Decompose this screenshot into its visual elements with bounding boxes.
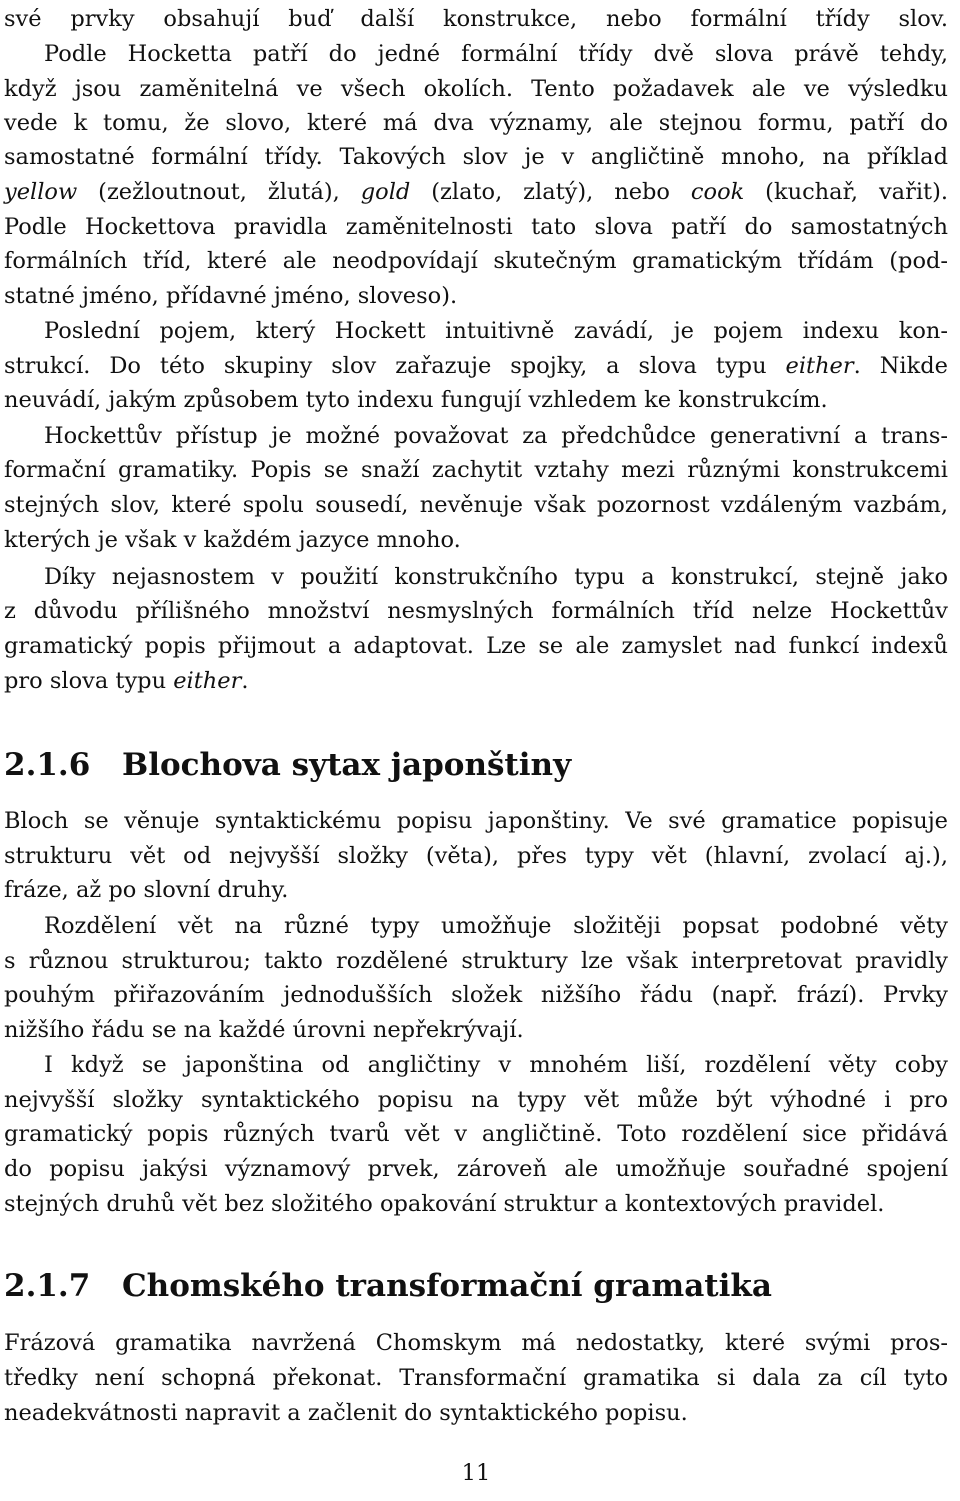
text-line: formační gramatiky. Popis se snaží zachytit vztahy mezi různými konstrukcemi	[4, 457, 948, 483]
text-line: neuvádí, jakým způsobem tyto indexu fungují vzhledem ke konstrukcím.	[4, 387, 828, 413]
text-line: s různou strukturou; takto rozdělené struktury lze však interpretovat pravidly	[4, 948, 948, 974]
text-line: tředky není schopná překonat. Transformační gramatika si dala za cíl tyto	[4, 1365, 948, 1391]
text-line	[4, 175, 948, 210]
text-span: (zežloutnout, žlutá),	[77, 179, 361, 205]
text-line: Hockettův přístup je možné považovat za předchůdce generativní a trans-	[44, 423, 948, 449]
text-line: stejných slov, které spolu sousedí, nevěnuje však pozornost vzdáleným vazbám,	[4, 492, 948, 518]
section-title: Chomského transformační gramatika	[122, 1268, 772, 1304]
text-line	[4, 349, 948, 384]
text-line: do popisu jakýsi významový prvek, zároveň ale umožňuje souřadné spojení	[4, 1156, 948, 1182]
text-line: stejných druhů vět bez složitého opakování struktur a kontextových pravidel.	[4, 1191, 885, 1217]
text-line: gramatický popis různých tvarů vět v angličtině. Toto rozdělení sice přidává	[4, 1121, 948, 1147]
text-line	[4, 664, 249, 699]
section-heading	[4, 743, 571, 787]
text-line: nejvyšší složky syntaktického popisu na typy vět může být výhodné i pro	[4, 1087, 948, 1113]
text-span: . Nikde	[853, 353, 948, 379]
section-title: Blochova sytax japonštiny	[122, 747, 572, 783]
text-line: formálních tříd, které ale neodpovídají skutečným gramatickým třídám (pod-	[4, 248, 948, 274]
text-line: Poslední pojem, který Hockett intuitivně zavádí, je pojem indexu kon-	[44, 318, 948, 344]
text-line: strukturu vět od nejvyšší složky (věta), přes typy vět (hlavní, zvolací aj.),	[4, 843, 948, 869]
text-line: Díky nejasnostem v použití konstrukčního typu a konstrukcí, stejně jako	[44, 564, 948, 590]
text-line: statné jméno, přídavné jméno, sloveso).	[4, 283, 458, 309]
text-line: Rozdělení vět na různé typy umožňuje složitěji popsat podobné věty	[44, 913, 948, 939]
section-number: 2.1.6	[4, 747, 91, 783]
example-word-either: either	[785, 353, 854, 379]
text-line: kterých je však v každém jazyce mnoho.	[4, 527, 461, 553]
example-word-gold: gold	[360, 179, 411, 205]
text-line: Frázová gramatika navržená Chomskym má nedostatky, které svými pros-	[4, 1330, 948, 1356]
text-line: z důvodu přílišného množství nesmyslných formálních tříd nelze Hockettův	[4, 598, 948, 624]
text-line: Podle Hockettova pravidla zaměnitelnosti tato slova patří do samostatných	[4, 214, 948, 240]
text-line: samostatné formální třídy. Takových slov je v angličtině mnoho, na příklad	[4, 144, 948, 170]
section-heading	[4, 1264, 772, 1308]
text-line: nižšího řádu se na každé úrovni nepřekrývají.	[4, 1017, 524, 1043]
text-span: pro slova typu	[4, 668, 174, 694]
text-span: .	[241, 668, 249, 694]
example-word-either: either	[173, 668, 242, 694]
text-line: pouhým přiřazováním jednodušších složek nižšího řádu (např. frází). Prvky	[4, 982, 948, 1008]
text-span: strukcí. Do této skupiny slov zařazuje spojky, a slova typu	[4, 353, 786, 379]
text-line: gramatický popis přijmout a adaptovat. Lze se ale zamyslet nad funkcí indexů	[4, 633, 948, 659]
text-line: své prvky obsahují buď další konstrukce, nebo formální třídy slov.	[4, 6, 948, 32]
example-word-cook: cook	[690, 179, 745, 205]
text-line: fráze, až po slovní druhy.	[4, 877, 289, 903]
text-line: vede k tomu, že slovo, které má dva významy, ale stejnou formu, patří do	[4, 110, 948, 136]
text-span: (zlato, zlatý), nebo	[410, 179, 691, 205]
example-word-yellow: yellow	[4, 179, 78, 205]
text-line: Podle Hocketta patří do jedné formální třídy dvě slova právě tehdy,	[44, 41, 948, 67]
section-number: 2.1.7	[4, 1268, 91, 1304]
text-line: když jsou zaměnitelná ve všech okolích. Tento požadavek ale ve výsledku	[4, 76, 948, 102]
text-span: (kuchař, vařit).	[744, 179, 949, 205]
text-line: Bloch se věnuje syntaktickému popisu japonštiny. Ve své gramatice popisuje	[4, 808, 948, 834]
page-number: 11	[461, 1460, 491, 1486]
text-line: neadekvátnosti napravit a začlenit do syntaktického popisu.	[4, 1400, 688, 1426]
text-line: I když se japonština od angličtiny v mnohém liší, rozdělení věty coby	[44, 1052, 948, 1078]
